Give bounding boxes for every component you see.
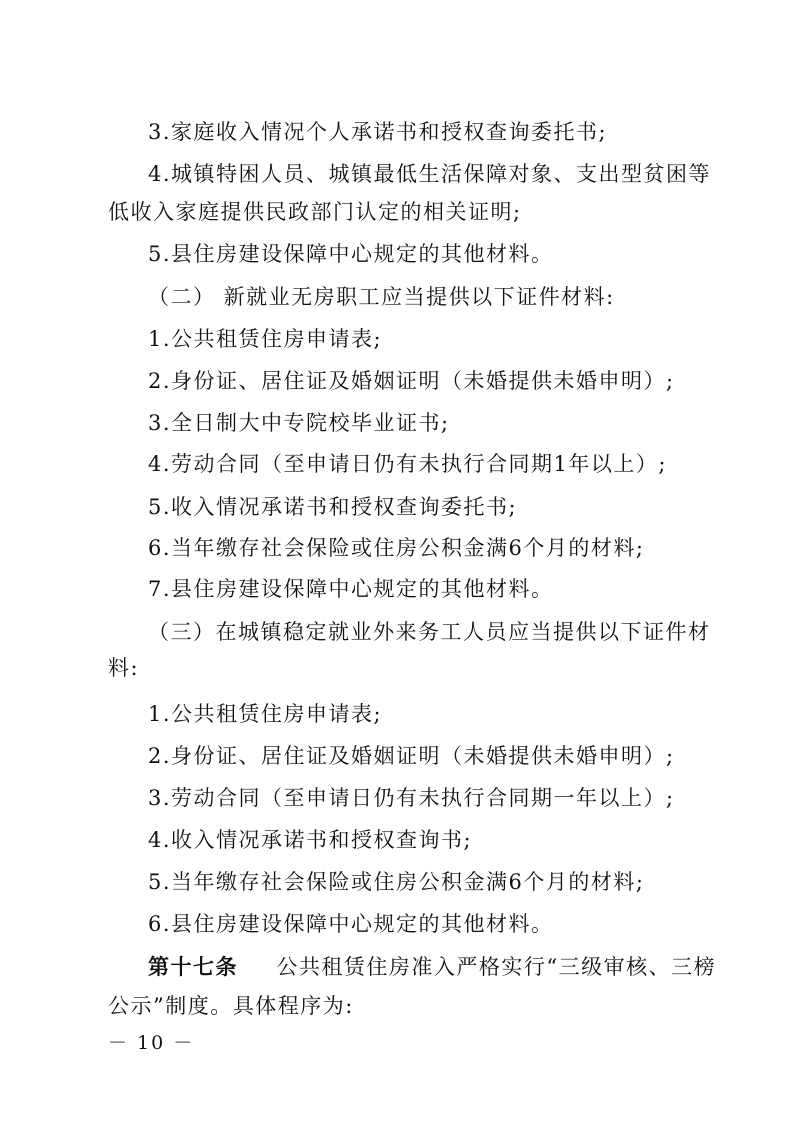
doc-line: 6.县住房建设保障中心规定的其他材料。 [148,912,554,936]
article-continuation: 公示”制度。具体程序为: [108,994,354,1018]
section-heading: （三）在城镇稳定就业外来务工人员应当提供以下证件材 [148,620,711,644]
doc-line: 7.县住房建设保障中心规定的其他材料。 [148,577,554,601]
doc-line: 4.城镇特困人员、城镇最低生活保障对象、支出型贫困等 [148,162,712,186]
doc-line: 1.公共租赁住房申请表; [148,702,383,726]
doc-line: 3.全日制大中专院校毕业证书; [148,411,450,435]
article-heading: 第十七条 [148,954,238,979]
doc-line: 料: [108,656,140,680]
doc-line: 2.身份证、居住证及婚姻证明（未婚提供未婚申明）; [148,369,675,393]
doc-line: 6.当年缴存社会保险或住房公积金满6个月的材料; [148,536,645,560]
article-paragraph [148,953,716,981]
doc-line: 5.当年缴存社会保险或住房公积金满6个月的材料; [148,870,645,894]
doc-line: 4.劳动合同（至申请日仍有未执行合同期1年以上）; [148,452,667,476]
article-text: 公共租赁住房准入严格实行“三级审核、三榜 [276,955,717,979]
doc-line: 1.公共租赁住房申请表; [148,327,383,351]
doc-line: 低收入家庭提供民政部门认定的相关证明; [108,200,522,224]
section-heading: （二） 新就业无房职工应当提供以下证件材料: [148,285,615,309]
doc-line: 3.家庭收入情况个人承诺书和授权查询委托书; [148,120,608,144]
page-number: － 10 － [108,1032,195,1054]
doc-line: 3.劳动合同（至申请日仍有未执行合同期一年以上）; [148,786,675,810]
doc-line: 5.收入情况承诺书和授权查询委托书; [148,495,518,519]
doc-line: 5.县住房建设保障中心规定的其他材料。 [148,242,554,266]
doc-line: 2.身份证、居住证及婚姻证明（未婚提供未婚申明）; [148,744,675,768]
doc-line: 4.收入情况承诺书和授权查询书; [148,828,473,852]
